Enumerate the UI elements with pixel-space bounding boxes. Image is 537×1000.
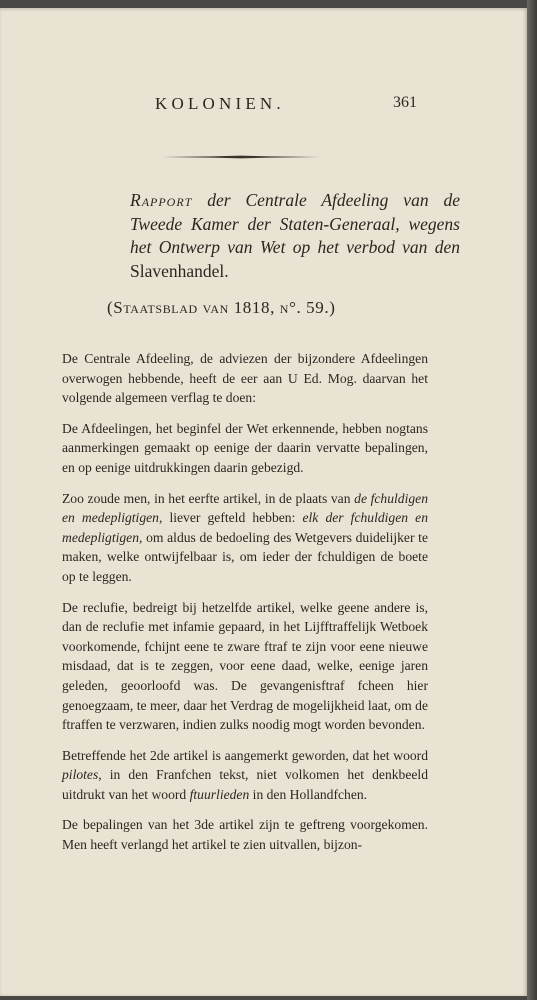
- title-text-end: Slavenhandel.: [130, 260, 229, 281]
- page-edge-shadow: [527, 0, 537, 1000]
- book-page: [0, 8, 527, 996]
- paragraph-5-italic-2: ftuurlieden: [189, 786, 250, 802]
- paragraph-3-italic-2: elk der fchuldigen en medepligtigen: [62, 510, 428, 545]
- page-header: [0, 94, 527, 124]
- staatsblad-reference: (Staatsblad van 1818, n°. 59.): [107, 298, 336, 317]
- body-text: [62, 349, 428, 866]
- paragraph-5-italic-1: pilotes: [62, 767, 99, 783]
- paragraph-5-text: Betreffende het 2de artikel is aangemerkt geworden, dat het woord: [62, 747, 428, 763]
- title-rapport: Rapport: [130, 190, 193, 210]
- paragraph-6: De bepalingen van het 3de artikel zijn te geftreng voorgekomen. Men heeft verlangd het artikel te zien uitvallen, bijzon-: [62, 817, 428, 853]
- paragraph-3-italic-1: de fchuldigen en medepligtigen: [62, 490, 428, 526]
- running-title: KOLONIEN.: [155, 94, 285, 113]
- ornamental-rule: [162, 155, 320, 158]
- paragraph-5-text-end: in den Hollandfchen.: [249, 786, 368, 802]
- paragraph-3: [62, 489, 428, 587]
- paragraph-5-text-mid: , in den Franfchen tekst, niet volkomen het denkbeeld uitdrukt van het woord: [62, 767, 428, 802]
- title-text: der Centrale Afdeeling van de Tweede Kamer der Staten-Generaal, wegens het Ontwerp van Wet op het verbod van den: [130, 190, 460, 257]
- paragraph-3-text-end: , om aldus de bedoeling des Wetgevers duidelijker te maken, welke ontwijfelbaar is, om ieder der fchuldigen de boete op te leggen.: [62, 529, 428, 584]
- paragraph-2: De Afdeelingen, het beginfel der Wet erkennende, hebben nogtans aanmerkingen gemaakt op eenige der daarin vervatte bepalingen, en op eenige uitdrukkingen daarin gebezigd.: [62, 420, 428, 475]
- report-title: [130, 189, 460, 283]
- paragraph-3-text: Zoo zoude men, in het eerfte artikel, in de plaats van: [62, 490, 355, 506]
- paragraph-3-text-mid: , liever gefteld hebben:: [158, 510, 303, 526]
- paragraph-5: [62, 746, 428, 805]
- paragraph-1: De Centrale Afdeeling, de adviezen der bijzondere Afdeelingen overwogen hebbende, heeft de eer aan U Ed. Mog. daarvan het volgende algemeen verflag te doen:: [62, 351, 428, 406]
- page-number: 361: [393, 94, 417, 111]
- paragraph-4: De reclufie, bedreigt bij hetzelfde artikel, welke geene andere is, dan de reclufie met infamie gepaard, in het Lijfftraffelijk Wetboek voorkomende, fchijnt eene te zware ftraf te zijn voor eene nieuwe misdaad, dat is te zeggen, voor eene daad, welke, eenige jaren geleden, geoorloofd was. De gevangenisftraf fcheen hier genoegzaam, te meer, daar het Verdrag de mogelijkheid laat, om de ftraffen te verzwaren, indien zulks noodig mogt worden bevonden.: [62, 599, 428, 733]
